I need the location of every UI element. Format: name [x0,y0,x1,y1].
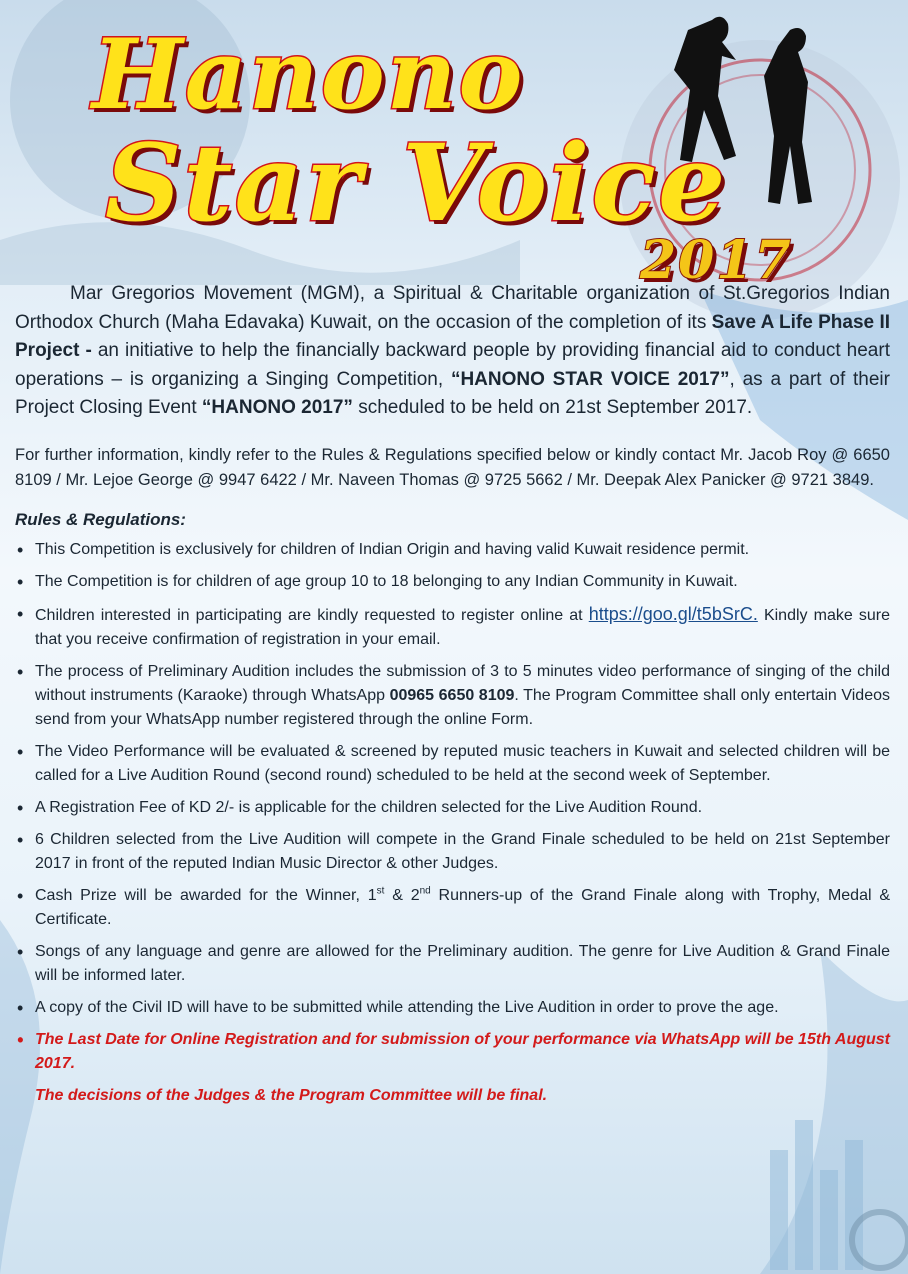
intro-paragraph [15,280,890,423]
final-decision-note: The decisions of the Judges & the Program Committee will be final. [35,1086,548,1104]
title-year: 2017 [640,230,793,285]
rule-text: The process of Preliminary Audition includes the submission of 3 to 5 minutes video performance of singing of the child without instruments (Karaoke) through WhatsApp [35,662,890,704]
header-banner [0,0,908,285]
document-body [15,280,890,1116]
rule-text: & 2 [384,886,420,904]
rule-text: Cash Prize will be awarded for the Winner, 1 [35,886,377,904]
rule-text: Runners-up of the Grand Finale along with Trophy, Medal & Certificate. [35,886,890,928]
rule-item: • The Video Performance will be evaluated & screened by reputed music teachers in Kuwait and selected children will be called for a Live Audition Round (second round) scheduled to be held at the second week of September. [15,740,890,788]
contact-info: For further information, kindly refer to the Rules & Regulations specified below or kindly contact Mr. Jacob Roy @ 6650 8109 / Mr. Lejoe George @ 9947 6422 / Mr. Naveen Thomas @ 9725 5662 / Mr. Deepak Alex Panicker @ 9721 3849. [15,445,890,489]
rules-heading: Rules & Regulations: [15,509,186,529]
whatsapp-number: 00965 6650 8109 [389,686,515,704]
rules-list [15,538,890,1108]
registration-link[interactable]: https://goo.gl/t5bSrC. [588,603,758,624]
rule-text: Children interested in participating are kindly requested to register online at [35,606,589,624]
rule-item: • This Competition is exclusively for children of Indian Origin and having valid Kuwait residence permit. [15,538,890,562]
intro-text-4: scheduled to be held on 21st September 2017. [352,397,753,418]
rule-item [15,660,890,732]
competition-name: “HANONO STAR VOICE 2017” [450,368,730,390]
deadline-note: • The Last Date for Online Registration and for submission of your performance via WhatsApp will be 15th August 2017. [15,1028,890,1076]
rule-item [15,602,890,652]
event-name: “HANONO 2017” [201,397,353,418]
rule-item: • 6 Children selected from the Live Audition will compete in the Grand Finale scheduled to be held on 21st September 2017 in front of the reputed Indian Music Director & other Judges. [15,828,890,876]
rule-item: • A Registration Fee of KD 2/- is applicable for the children selected for the Live Audition Round. [15,796,890,820]
rule-text: . The Program Committee shall only entertain Videos send from your WhatsApp number registered through the online Form. [35,686,890,728]
rule-item: • Songs of any language and genre are allowed for the Preliminary audition. The genre for Live Audition & Grand Finale will be informed later. [15,940,890,988]
intro-text-3: , as a part of their Project Closing Event [15,368,890,418]
rule-item [15,884,890,932]
title-hanono: Hanono [92,18,525,131]
ordinal-suffix: st [376,885,385,897]
intro-text-1: Mar Gregorios Movement (MGM), a Spiritual & Charitable organization of St.Gregorios Indian Orthodox Church (Maha Edavaka) Kuwait, on the occasion of the completion of its [15,283,890,333]
ordinal-suffix: nd [419,885,431,897]
rule-text: Kindly make sure that you receive confirmation of registration in your email. [35,606,890,648]
project-name: Save A Life Phase II Project - [15,311,890,361]
rule-item: • A copy of the Civil ID will have to be submitted while attending the Live Audition in order to prove the age. [15,996,890,1020]
title-star-voice: Star Voice [105,120,728,245]
rule-item: • The Competition is for children of age group 10 to 18 belonging to any Indian Community in Kuwait. [15,570,890,594]
intro-text-2: an initiative to help the financially backward people by providing financial aid to conduct heart operations – is organizing a Singing Competition, [15,340,890,390]
